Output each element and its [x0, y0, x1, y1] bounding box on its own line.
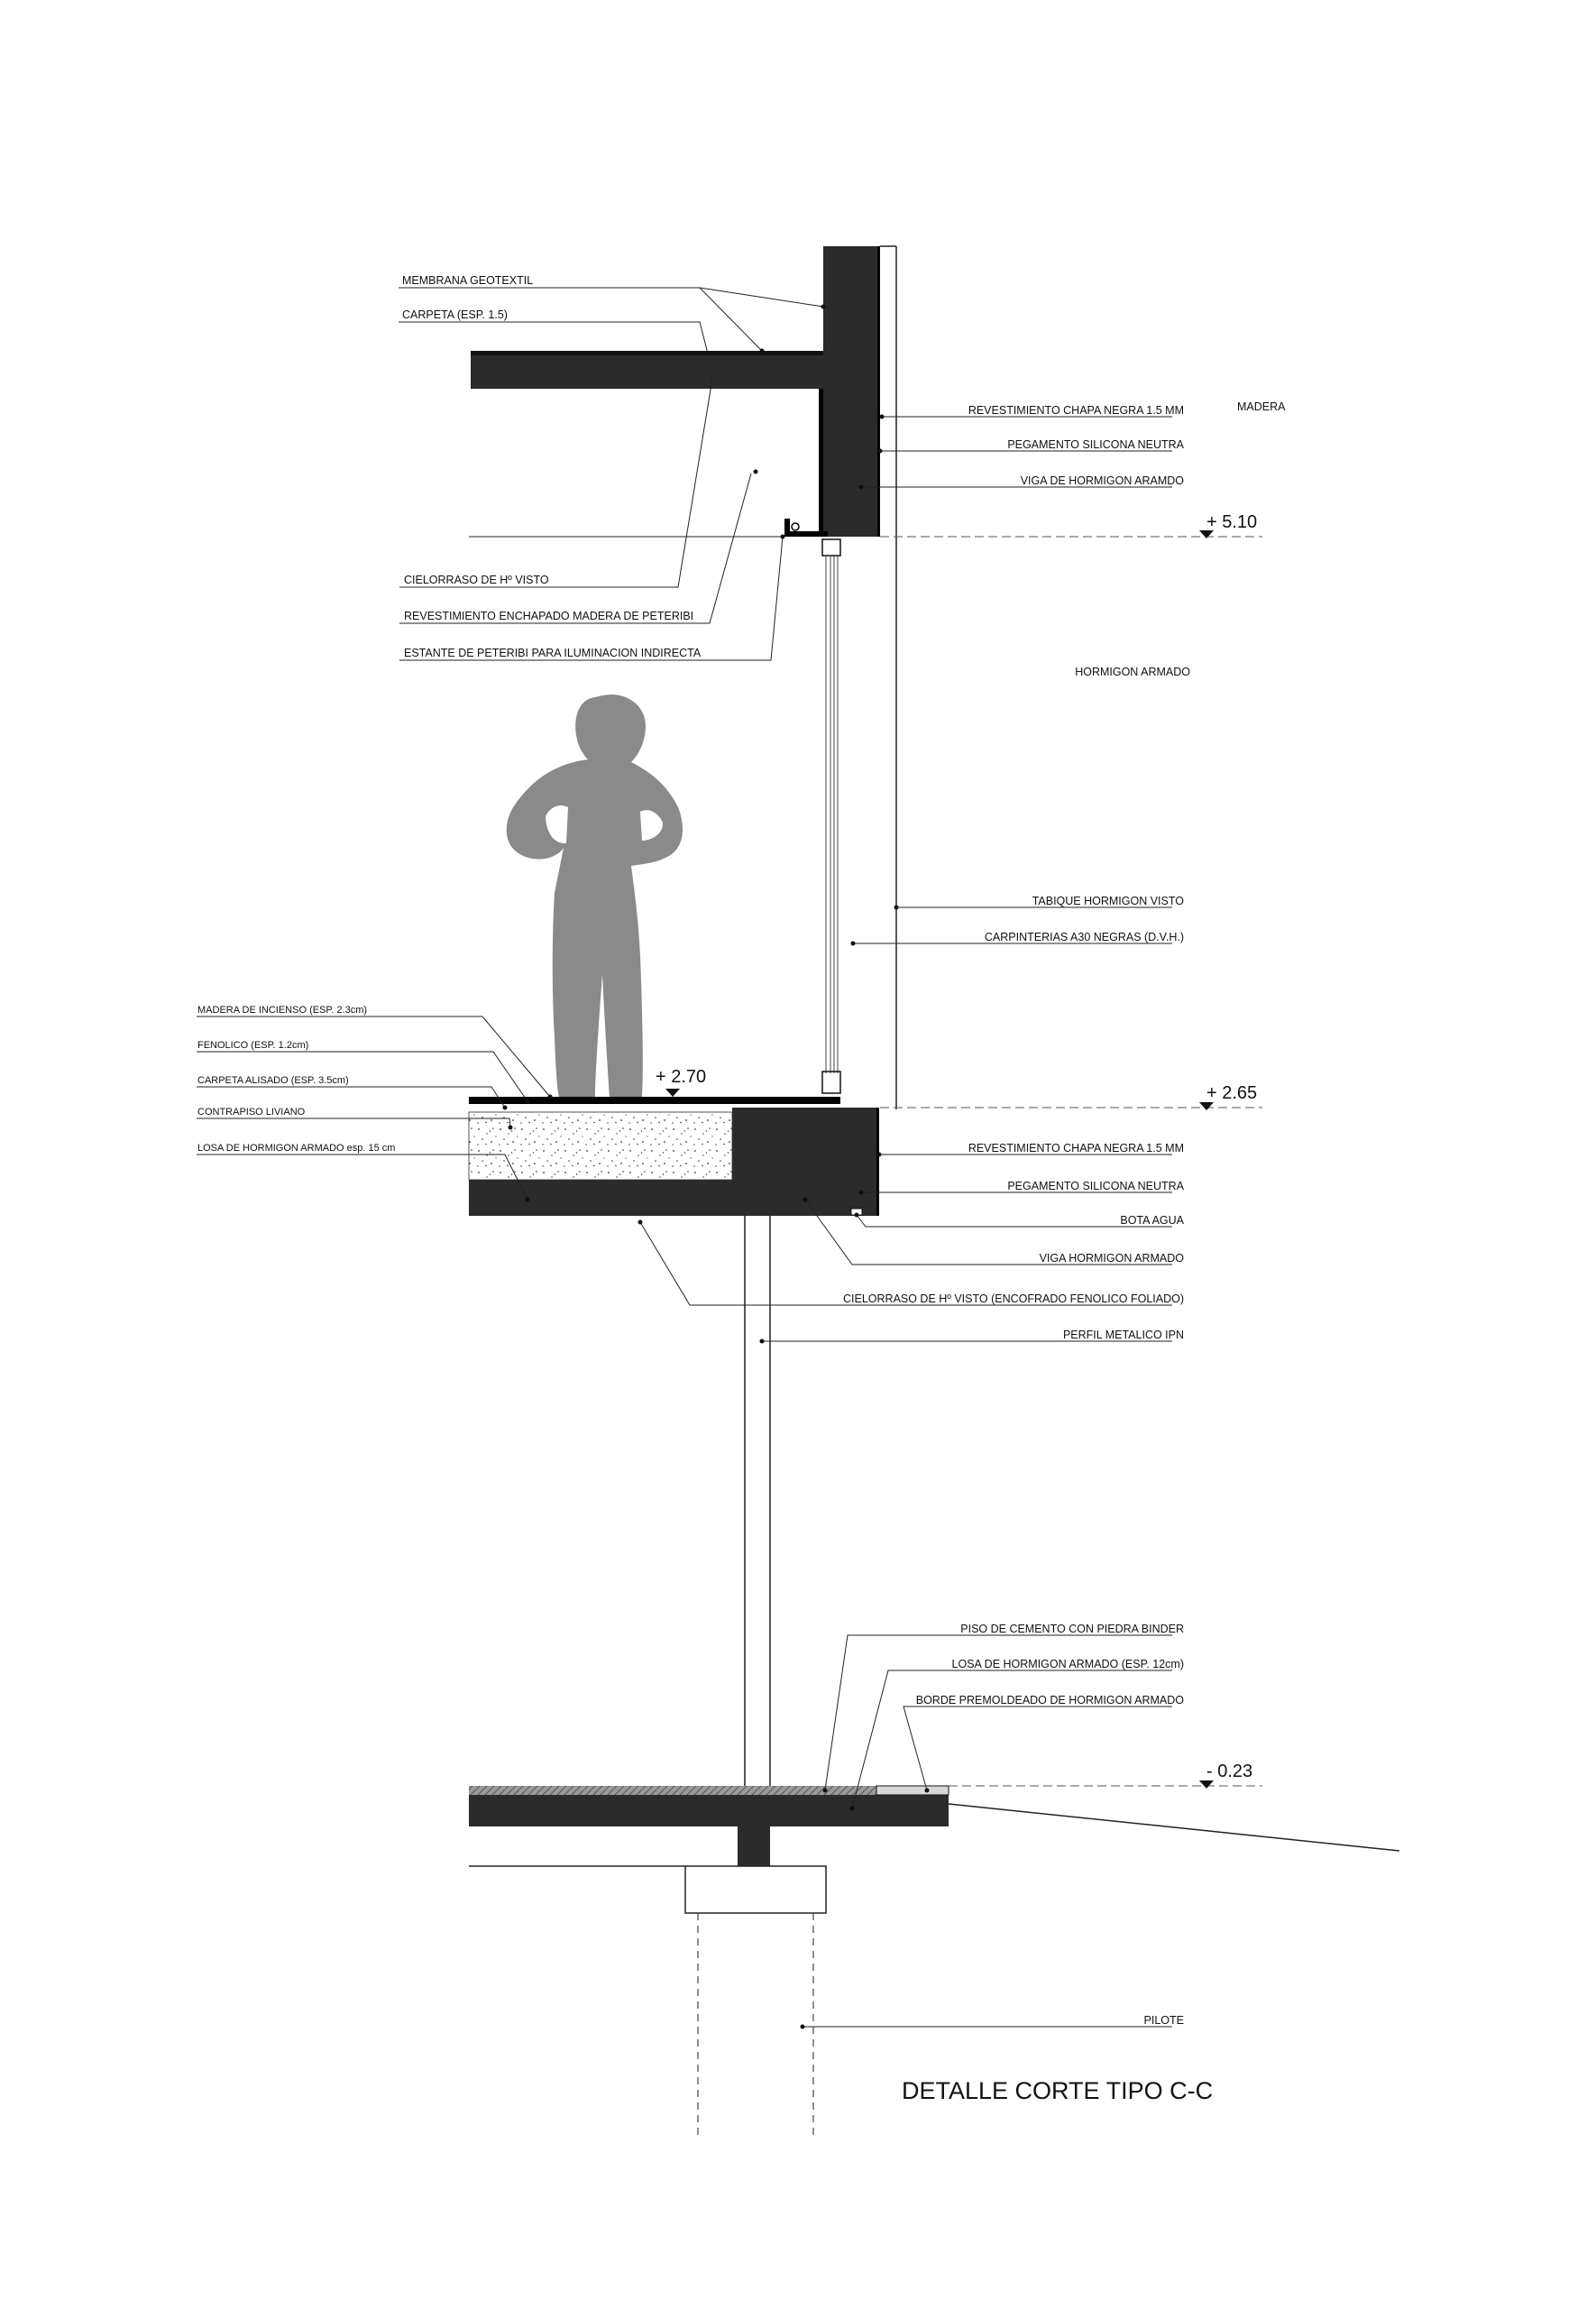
pile-cap — [685, 1866, 826, 1913]
terrain-line — [949, 1804, 1399, 1851]
label-madera: MADERA — [1237, 400, 1286, 413]
label-cielorraso-top: CIELORRASO DE Hº VISTO — [404, 574, 549, 586]
contrapiso-liviano — [469, 1112, 732, 1180]
floor-structure — [469, 1097, 879, 1216]
roof-beam — [823, 246, 877, 537]
label-viga-top: VIGA DE HORMIGON ARAMDO — [1020, 474, 1184, 487]
label-carpinterias: CARPINTERIAS A30 NEGRAS (D.V.H.) — [984, 931, 1184, 943]
chapa-negra-roof — [877, 246, 880, 537]
labels-top-right — [968, 400, 1286, 943]
label-chapa-negra-top: REVESTIMIENTO CHAPA NEGRA 1.5 MM — [968, 404, 1184, 417]
label-pilote: PILOTE — [1143, 2014, 1184, 2027]
label-carpeta-alisado: CARPETA ALISADO (ESP. 3.5cm) — [197, 1075, 349, 1086]
labels-top-left — [402, 274, 702, 659]
piso-cemento-binder — [469, 1786, 876, 1795]
label-tabique: TABIQUE HORMIGON VISTO — [1032, 895, 1184, 907]
level-floor-right: + 2.65 — [1206, 1083, 1258, 1103]
ipn-column — [745, 1216, 770, 1786]
level-roof: + 5.10 — [1206, 512, 1258, 532]
label-piso-binder: PISO DE CEMENTO CON PIEDRA BINDER — [960, 1623, 1184, 1635]
roof-carpeta — [471, 351, 831, 355]
label-chapa-negra-mid: REVESTIMIENTO CHAPA NEGRA 1.5 MM — [968, 1142, 1184, 1154]
peteribi-shelf — [784, 531, 828, 537]
labels-mid-right — [843, 1142, 1185, 1341]
level-floor-left: + 2.70 — [656, 1067, 707, 1087]
label-losa-mid: LOSA DE HORMIGON ARMADO esp. 15 cm — [197, 1143, 396, 1154]
label-losa-bottom: LOSA DE HORMIGON ARMADO (ESP. 12cm) — [951, 1658, 1184, 1670]
label-perfil-ipn: PERFIL METALICO IPN — [1062, 1329, 1184, 1341]
drawing-title: DETALLE CORTE TIPO C-C — [902, 2077, 1214, 2104]
level-ground: - 0.23 — [1206, 1762, 1253, 1781]
borde-premoldeado — [876, 1786, 949, 1795]
label-carpeta: CARPETA (ESP. 1.5) — [402, 308, 508, 321]
floor-slab — [469, 1180, 732, 1216]
label-silicona-mid: PEGAMENTO SILICONA NEUTRA — [1007, 1180, 1184, 1192]
roof-structure — [471, 246, 896, 1109]
label-fenolico: FENOLICO (ESP. 1.2cm) — [197, 1040, 309, 1051]
window-frame — [822, 539, 840, 1093]
ground-beam — [738, 1826, 770, 1866]
label-revestimiento-madera: REVESTIMIENTO ENCHAPADO MADERA DE PETERIBI — [404, 610, 694, 622]
peteribi-cladding — [819, 389, 823, 533]
label-bota-agua: BOTA AGUA — [1120, 1214, 1184, 1227]
ground-slab — [469, 1795, 949, 1826]
label-estante-peteribi: ESTANTE DE PETERIBI PARA ILUMINACION INDIRECTA — [404, 647, 702, 659]
roof-slab — [471, 354, 831, 389]
label-viga-mid: VIGA HORMIGON ARMADO — [1039, 1252, 1184, 1265]
label-cielorraso-mid: CIELORRASO DE Hº VISTO (ENCOFRADO FENOLICO FOLIADO) — [843, 1292, 1184, 1305]
label-contrapiso: CONTRAPISO LIVIANO — [197, 1107, 306, 1118]
chapa-negra-floor — [876, 1108, 879, 1216]
label-silicona-top: PEGAMENTO SILICONA NEUTRA — [1007, 438, 1184, 451]
human-figure — [507, 695, 683, 1097]
label-hormigon-armado: HORMIGON ARMADO — [1075, 666, 1190, 678]
label-membrana-geotextil: MEMBRANA GEOTEXTIL — [402, 274, 534, 287]
labels-mid-left — [197, 1005, 395, 1154]
label-borde-premoldeado: BORDE PREMOLDEADO DE HORMIGON ARMADO — [915, 1694, 1184, 1706]
label-madera-incienso: MADERA DE INCIENSO (ESP. 2.3cm) — [197, 1005, 368, 1016]
